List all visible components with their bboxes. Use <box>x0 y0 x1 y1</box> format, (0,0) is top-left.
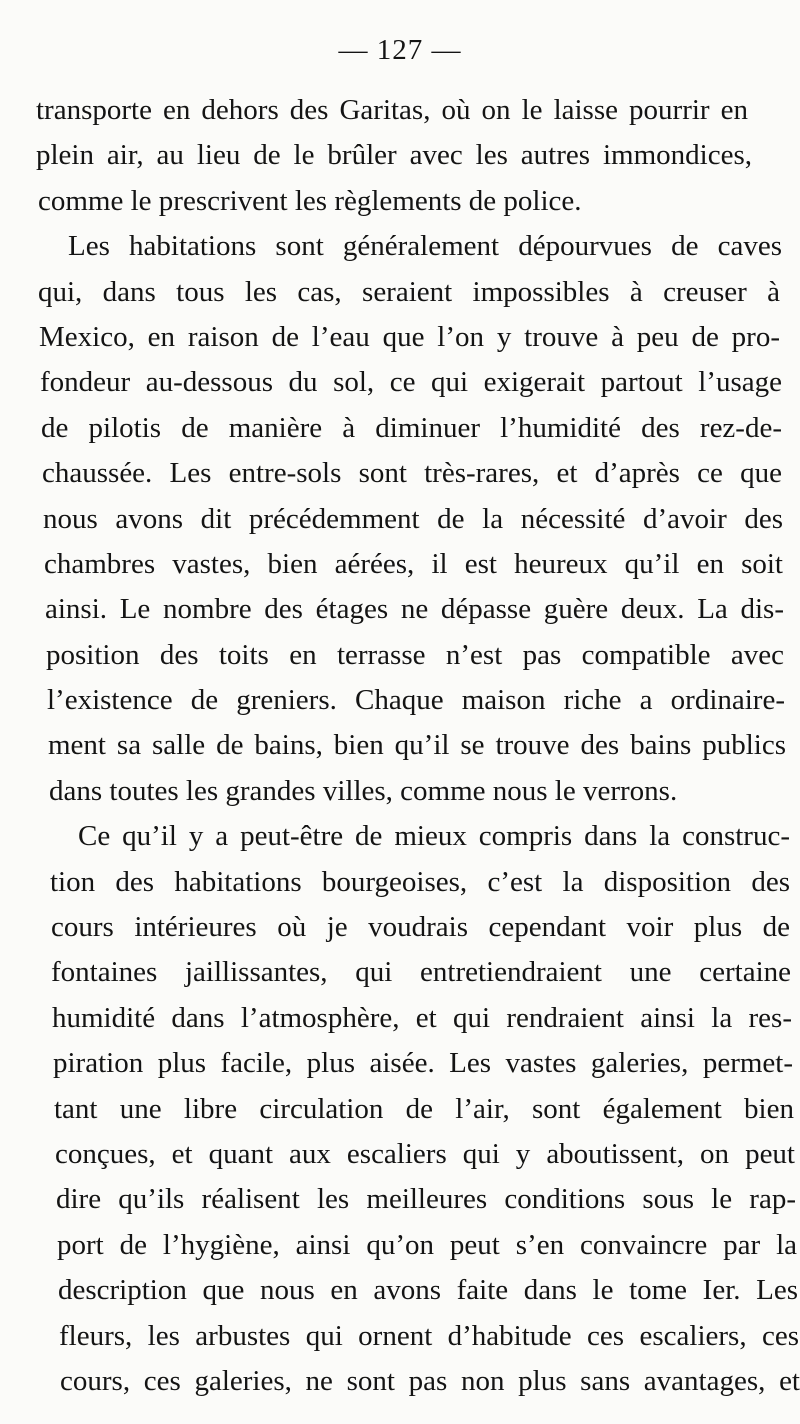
text-line: ment sa salle de bains, bien qu’il se trouve des bains publics <box>48 729 786 762</box>
text-line: tion des habitations bourgeoises, c’est la disposition des <box>50 865 790 898</box>
text-line: description que nous en avons faite dans le tome Ier. Les <box>58 1274 798 1307</box>
text-line: humidité dans l’atmosphère, et qui rendraient ainsi la res- <box>52 1001 792 1034</box>
text-line: comme le prescrivent les règlements de police. <box>38 184 582 217</box>
text-line: piration plus facile, plus aisée. Les vastes galeries, permet- <box>53 1047 793 1080</box>
text-line: Ce qu’il y a peut-être de mieux compris dans la construc- <box>78 820 790 853</box>
text-line: port de l’hygiène, ainsi qu’on peut s’en convaincre par la <box>57 1228 797 1261</box>
text-line: tant une libre circulation de l’air, sont également bien <box>54 1092 794 1125</box>
text-line: fleurs, les arbustes qui ornent d’habitude ces escaliers, ces <box>59 1319 799 1352</box>
text-line: Mexico, en raison de l’eau que l’on y trouve à peu de pro- <box>39 320 780 353</box>
text-line: position des toits en terrasse n’est pas compatible avec <box>46 638 784 671</box>
text-line: l’existence de greniers. Chaque maison riche a ordinaire- <box>47 684 785 717</box>
text-line: cours, ces galeries, ne sont pas non plus sans avantages, et <box>60 1364 800 1397</box>
text-line: nous avons dit précédemment de la nécessité d’avoir des <box>43 502 783 535</box>
text-line: plein air, au lieu de le brûler avec les autres immondices, <box>36 139 752 172</box>
text-line: transporte en dehors des Garitas, où on le laisse pourrir en <box>36 94 748 126</box>
text-line: qui, dans tous les cas, seraient impossibles à creuser à <box>38 275 780 308</box>
text-line: conçues, et quant aux escaliers qui y aboutissent, on peut <box>55 1137 795 1170</box>
text-line: cours intérieures où je voudrais cependant voir plus de <box>51 911 790 944</box>
text-line: chaussée. Les entre-sols sont très-rares, et d’après ce que <box>42 457 782 490</box>
text-line: Les habitations sont généralement dépourvues de caves <box>68 230 782 263</box>
page-number: — 127 — <box>338 34 462 66</box>
text-line: fondeur au-dessous du sol, ce qui exigerait partout l’usage <box>40 366 782 399</box>
text-line: dire qu’ils réalisent les meilleures conditions sous le rap- <box>56 1183 796 1216</box>
text-line: dans toutes les grandes villes, comme nous le verrons. <box>49 774 678 807</box>
text-line: fontaines jaillissantes, qui entretiendraient une certaine <box>51 956 791 989</box>
text-line: de pilotis de manière à diminuer l’humidité des rez-de- <box>41 411 782 444</box>
text-line: chambres vastes, bien aérées, il est heureux qu’il en soit <box>44 547 783 580</box>
text-line: ainsi. Le nombre des étages ne dépasse guère deux. La dis- <box>45 593 784 626</box>
body-text <box>36 88 800 1404</box>
